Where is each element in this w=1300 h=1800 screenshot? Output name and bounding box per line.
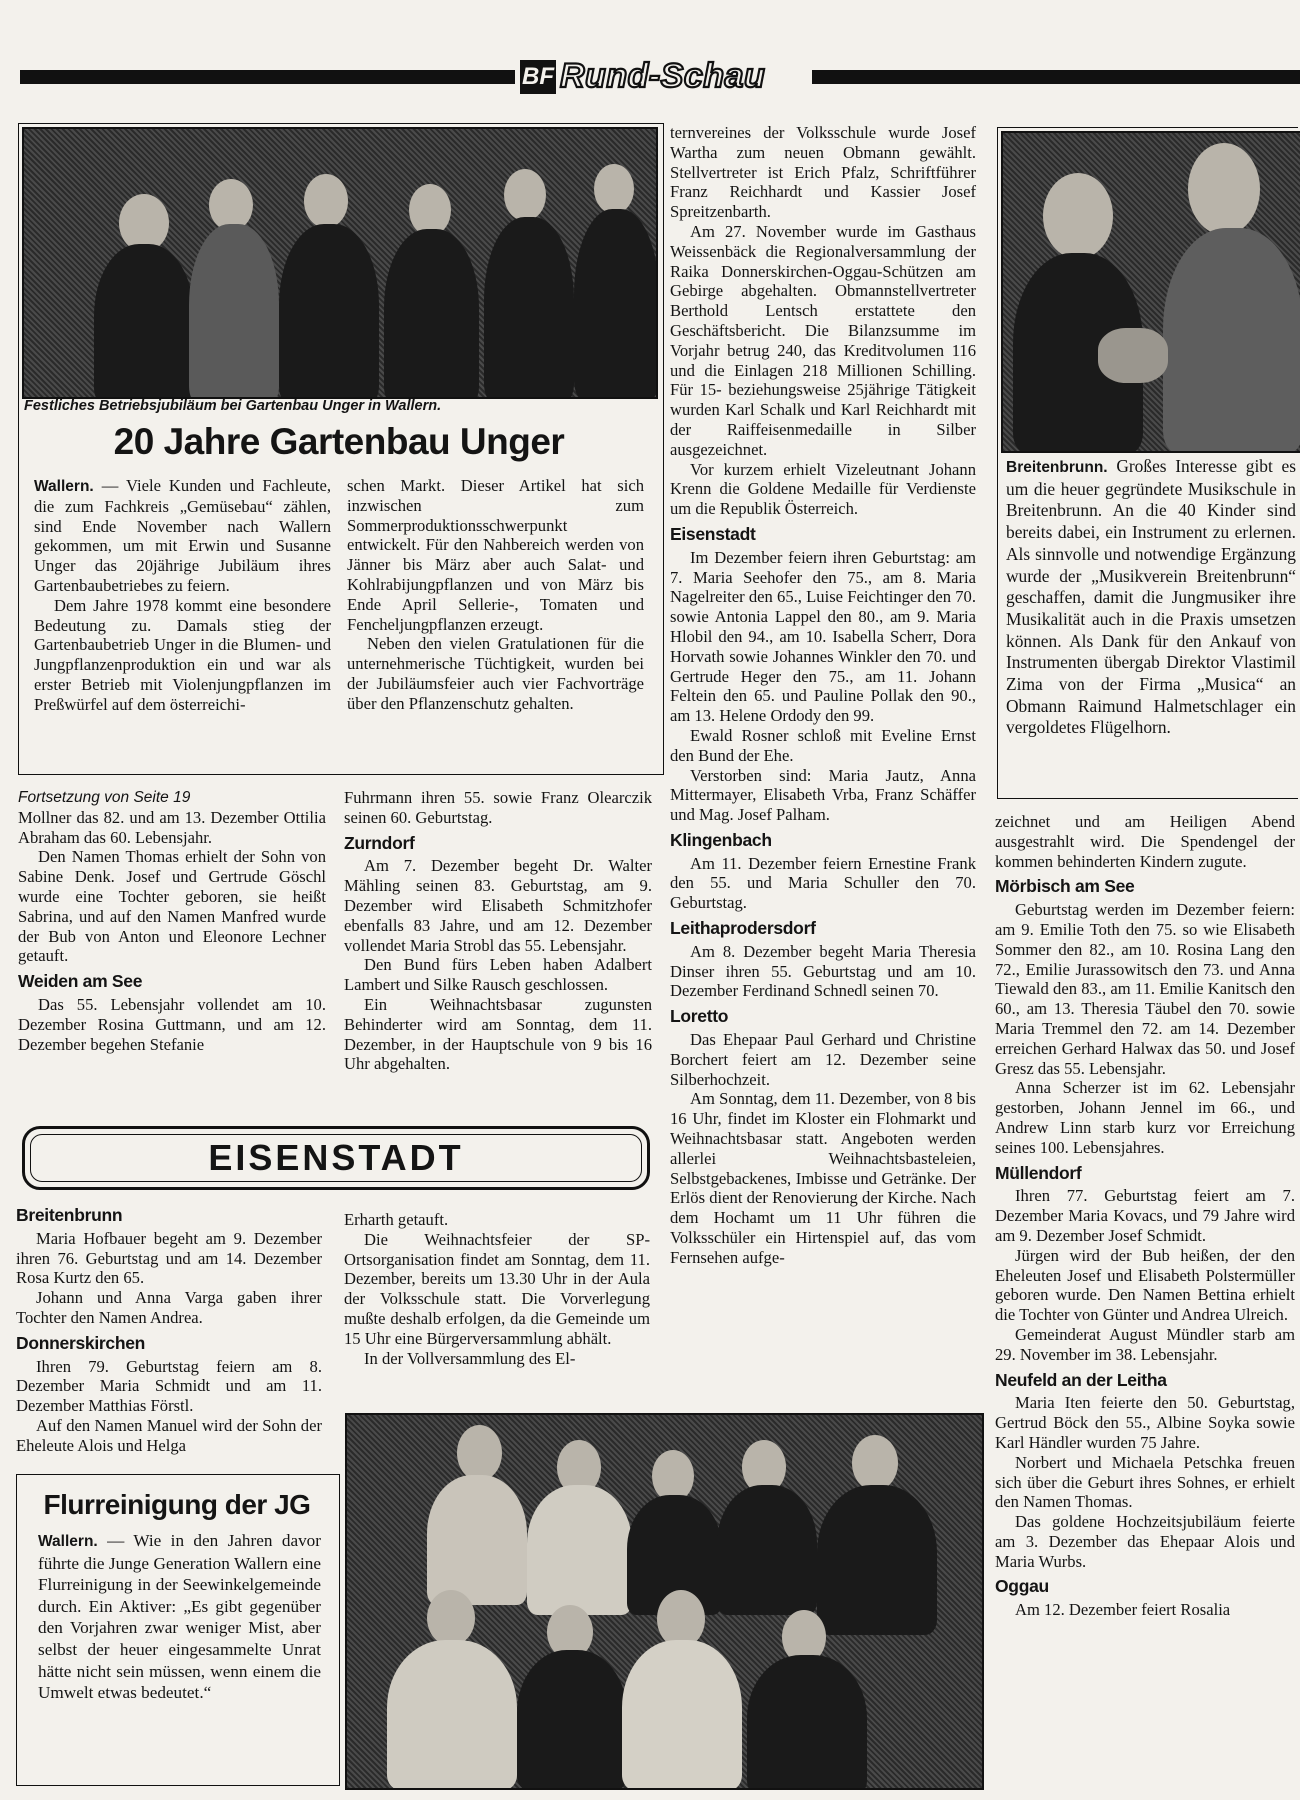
photo-figure [1188, 143, 1260, 235]
eisenstadt-p1: Im Dezember feiern ihren Geburtstag: am 7. Maria Seehofer den 75., am 8. Maria Nagelreiter den 65., Luise Feichtinger den 70. sowie Antonia Lappel den 80., am 9. Maria Hlobil den 94., am 10. Isabella Scherr, Dora Horvath sowie Johannes Winkler den 70. und Gertrude Heger den 75., am 11. Johann Feltein den 65. und Pauline Pollak den 90., am 13. Helene Ordody den 99. [670, 547, 976, 726]
eisenstadt-col1 [16, 1206, 322, 1456]
middle-p2: Am 27. November wurde im Gasthaus Weissenbäck die Regionalversammlung der Raika Donnerskirchen-Oggau-Schützen am Gebirge abgehalten. Obmannstellvertreter Berthold Lentsch erstattete den Geschäftsbericht. Die Bilanzsumme im Vorjahr betrug 240, das Kreditvolumen 116 und die Einlagen 218 Millionen Schilling. Für 15- beziehungsweise 25jährige Tätigkeit wurden Karl Schalk und Karl Reichhardt mit der Raiffeisenmedaille in Silber ausgezeichnet. [670, 221, 976, 459]
neufeld-p2: Norbert und Michaela Petschka freuen sich über die Geburt ihres Sohnes, er erhielt den Namen Thomas. [995, 1452, 1295, 1512]
photo-figure [384, 229, 479, 399]
zurndorf-p3: Ein Weihnachtsbasar zugunsten Behinderter wird am Sonntag, dem 11. Dezember, in der Hauptschule von 9 bis 16 Uhr abgehalten. [344, 994, 652, 1074]
middle-p1: ternvereines der Volksschule wurde Josef Wartha zum neuen Obmann gewählt. Stellvertreter ist Erich Pfalz, Schriftführer Franz Reichhardt und Kassier Josef Spreitzenbarth. [670, 123, 976, 222]
loretto-p1: Das Ehepaar Paul Gerhard und Christine Borchert feiert am 12. Dezember seine Silberhochzeit. [670, 1030, 976, 1089]
moerbisch-p1: Geburtstag werden im Dezember feiern: am 9. Emilie Toth den 75. so wie Elisabeth Sommer den 82., am 10. Rosina Lang den 72., Emilie Jurassowitsch den 73. und Anna Tiewald den 83., am 11. Emilie Kanitsch den 60., am 13. Theresia Täubel den 70. sowie Maria Tremmel den 72. am 14. Dezember erreichen Gerhard Halwax das 50. und Josef Gresz das 55. Lebensjahr. [995, 900, 1295, 1078]
photo-figure [387, 1640, 517, 1790]
eisenstadt-col2 [344, 1210, 650, 1368]
photo-figure [94, 244, 194, 399]
continuation-col2-p1: Fuhrmann ihren 55. sowie Franz Olearczik seinen 60. Geburtstag. [344, 788, 652, 827]
donnerskirchen-p2: Auf den Namen Manuel wird der Sohn der Eheleute Alois und Helga [16, 1415, 322, 1455]
breitenbrunn-photo [1001, 131, 1300, 453]
dateline: Wallern. [38, 1533, 98, 1550]
dateline: Wallern. [34, 478, 94, 495]
photo-figure [427, 1590, 475, 1646]
photo-figure [1163, 228, 1300, 453]
flurreinigung-headline: Flurreinigung der JG [43, 1489, 311, 1520]
zurndorf-p1: Am 7. Dezember begeht Dr. Walter Mähling seinen 83. Geburtstag, am 9. Dezember wird Elisabeth Schmitzhofer ebenfalls 83 Jahre, und am 12. Dezember vollendet Maria Strobl das 55. Lebensjahr. [344, 856, 652, 955]
moerbisch-p2: Anna Scherzer ist im 62. Lebensjahr gestorben, Johann Jennel im 66., und Andrew Linn starb kurz vor Erreichung seines 100. Lebensjahres. [995, 1078, 1295, 1157]
right-p1: zeichnet und am Heiligen Abend ausgestrahlt wird. Die Spendengel der kommen behinderten Kindern zugute. [995, 812, 1295, 871]
eisenstadt-col2-p2: Die Weihnachtsfeier der SP-Ortsorganisation findet am Sonntag, dem 11. Dezember, bereits um 13.30 Uhr in der Aula der Volksschule statt. Die Vorverlegung mußte deshalb erfolgen, da die Gemeinde um 15 Uhr eine Bürgerversammlung abhält. [344, 1229, 650, 1348]
photo-figure [527, 1485, 632, 1615]
breitenbrunn-photo-p1: Breitenbrunn. Großes Interesse gibt es um die heuer gegründete Musikschule in Breitenbrunn. An die 40 Kinder sind bereits dabei, ein Instrument zu erlernen. Als sinnvolle und notwendige Ergänzung wurde der „Musikverein Breitenbrunn“ geschaffen, damit die Jungmusiker ihre Musikalität auch in die Praxis umsetzen können. Als Dank für den Ankauf von Instrumenten übergab Direktor Vlastimil Zima von der Firma „Musica“ an Obmann Raimund Halmetschlager ein vergoldetes Flügelhorn. [1006, 456, 1296, 738]
muellendorf-p3: Gemeinderat August Mündler starb am 29. November im 38. Lebensjahr. [995, 1324, 1295, 1364]
eisenstadt-banner [22, 1126, 650, 1190]
photo-figure [504, 169, 546, 221]
photo-figure [427, 1475, 527, 1605]
breitenbrunn-photo-text [1006, 456, 1296, 739]
photo-figure [279, 224, 379, 399]
right-column [995, 812, 1295, 1620]
photo-figure [484, 217, 574, 399]
section-title: Rund-Schau [560, 57, 766, 95]
header-logo: BF [520, 60, 556, 94]
photo-figure [1043, 173, 1113, 259]
eisenstadt-col2-p3: In der Vollversammlung des El- [364, 1348, 576, 1368]
continuation-col1 [18, 788, 326, 1054]
zurndorf-heading: Zurndorf [344, 832, 415, 853]
moerbisch-heading: Mörbisch am See [995, 876, 1135, 897]
unger-col1-p1: Wallern. — Viele Kunden und Fachleute, die zum Fachkreis „Gemüsebau“ zählen, sind Ende November nach Wallern gekommen, um mit Erwin und Susanne Unger das 20jährige Jubiläum ihres Gartenbaubetriebes zu feiern. [34, 476, 331, 595]
unger-photo-caption: Festliches Betriebsjubiläum bei Gartenbau Unger in Wallern. [24, 398, 442, 414]
eisenstadt-p3: Verstorben sind: Maria Jautz, Anna Mittermayer, Elisabeth Vrba, Franz Schäffer und Mag. Josef Palham. [670, 765, 976, 825]
dateline: Breitenbrunn. [1006, 459, 1108, 476]
photo-figure [747, 1655, 867, 1790]
breitenbrunn-p2: Johann und Anna Varga gaben ihrer Tochter den Namen Andrea. [16, 1288, 322, 1327]
weiden-p1: Das 55. Lebensjahr vollendet am 10. Dezember Rosina Guttmann, und am 12. Dezember begehen Stefanie [18, 994, 326, 1054]
unger-col2-p1: schen Markt. Dieser Artikel hat sich inzwischen zum Sommerproduktionsschwerpunkt entwickelt. Für den Nahbereich werden von Jänner bis März aber auch Salat- und Kohlrabijungpflanzen und von März bis Ende April Sellerie-, Tomaten und Fencheljungpflanzen erzeugt. [347, 476, 644, 634]
photo-figure [717, 1485, 817, 1615]
photo-figure [817, 1485, 937, 1635]
loretto-heading: Loretto [670, 1006, 729, 1027]
donnerskirchen-heading: Donnerskirchen [16, 1332, 146, 1353]
neufeld-p1: Maria Iten feierte den 50. Geburtstag, Gertrud Böck den 55., Albine Soyka sowie Karl Händler wurden 75 Jahre. [995, 1393, 1295, 1452]
flurreinigung-text [38, 1530, 321, 1704]
flurreinigung-p1: Wallern. — Wie in den Jahren davor führte die Junge Generation Wallern eine Flurreinigung in der Seewinkelgemeinde durch. Ein Aktiver: „Es gibt gegenüber den Vorjahren zwar weniger Mist, aber selbst der heuer eingesammelte Unrat hätte nicht sein müssen, wenn einem die Umwelt etwas bedeutet.“ [38, 1531, 321, 1703]
middle-column [670, 123, 976, 1268]
oggau-p1: Am 12. Dezember feiert Rosalia [1015, 1600, 1231, 1620]
zurndorf-p2: Den Bund fürs Leben haben Adalbert Lambert und Silke Rausch geschlossen. [344, 955, 652, 995]
photo-figure [622, 1640, 742, 1790]
photo-figure [304, 174, 348, 228]
continuation-col1-p2: Den Namen Thomas erhielt der Sohn von Sabine Denk. Josef und Gertrude Göschl wurde eine Tochter geboren, sie heißt Sabrina, und auf den Namen Manfred wurde der Bub von Anton und Eleonore Lechner getauft. [18, 847, 326, 966]
muellendorf-p1: Ihren 77. Geburtstag feiert am 7. Dezember Maria Kovacs, und 79 Jahre wird am 9. Dezember Josef Schmidt. [995, 1186, 1295, 1245]
unger-col2 [347, 476, 644, 714]
flugelhorn-image [1098, 328, 1168, 383]
photo-figure [852, 1435, 898, 1491]
donnerskirchen-p1: Ihren 79. Geburtstag feiern am 8. Dezember Maria Schmidt und am 11. Dezember Matthias Förstl. [16, 1356, 322, 1416]
photo-figure [189, 224, 279, 399]
jg-group-photo [345, 1413, 984, 1790]
photo-figure [517, 1650, 627, 1790]
unger-col1-p2: Dem Jahre 1978 kommt eine besondere Bedeutung zu. Damals stieg der Gartenbaubetrieb Unger in die Blumen- und Jungpflanzenproduktion ein und war als erster Betrieb mit Violenjungpflanzen im Preßwürfel auf dem österreichi- [34, 595, 331, 714]
header-rule-right [812, 70, 1300, 84]
unger-headline: 20 Jahre Gartenbau Unger [113, 421, 565, 462]
leithaprodersdorf-p1: Am 8. Dezember begeht Maria Theresia Dinser ihren 55. Geburtstag und am 10. Dezember Ferdinand Schnedl seinen 70. [670, 941, 976, 1001]
klingenbach-p1: Am 11. Dezember feiern Ernestine Frank den 55. und Maria Schuller den 70. Geburtstag. [670, 853, 976, 913]
eisenstadt-col2-p1: Erharth getauft. [344, 1210, 449, 1229]
eisenstadt-banner-text: EISENSTADT [208, 1137, 464, 1178]
klingenbach-heading: Klingenbach [670, 829, 772, 850]
photo-figure [457, 1425, 502, 1481]
unger-col2-p2: Neben den vielen Gratulationen für die unternehmerische Tüchtigkeit, wurden bei der Jubiläumsfeier auch vier Fachvorträge über den Pflanzenschutz gehalten. [347, 634, 644, 713]
eisenstadt-p2: Ewald Rosner schloß mit Eveline Ernst den Bund der Ehe. [670, 725, 976, 765]
photo-figure [594, 164, 634, 214]
breitenbrunn-p1: Maria Hofbauer begeht am 9. Dezember ihren 76. Geburtstag und am 14. Dezember Rosa Kurtz den 65. [16, 1228, 322, 1288]
continuation-col1-p1: Mollner das 82. und am 13. Dezember Ottilia Abraham das 60. Lebensjahr. [18, 807, 326, 847]
photo-figure [574, 209, 658, 399]
neufeld-heading: Neufeld an der Leitha [995, 1369, 1167, 1390]
muellendorf-heading: Müllendorf [995, 1162, 1082, 1183]
continuation-label: Fortsetzung von Seite 19 [18, 789, 191, 806]
eisenstadt-heading: Eisenstadt [670, 523, 756, 544]
neufeld-p3: Das goldene Hochzeitsjubiläum feierte am 3. Dezember das Ehepaar Alois und Maria Wurbs. [995, 1512, 1295, 1571]
loretto-p2: Am Sonntag, dem 11. Dezember, von 8 bis 16 Uhr, findet im Kloster ein Flohmarkt und Weihnachtsbasar statt. Angeboten werden allerlei Weihnachtsbasteleien, Selbstgebackenes, Imbisse und Getränke. Der Erlös dient der Renovierung der Kirche. Nach dem Hochamt um 11 Uhr führen die Volksschüler ein Hirtenspiel auf, das vom Fernsehen aufge- [670, 1089, 976, 1267]
continuation-col2 [344, 788, 652, 1074]
middle-p3: Vor kurzem erhielt Vizeleutnant Johann Krenn die Goldene Medaille für Verdienste um die Republik Österreich. [670, 459, 976, 519]
breitenbrunn-heading: Breitenbrunn [16, 1205, 123, 1225]
unger-col1 [34, 476, 331, 715]
oggau-heading: Oggau [995, 1576, 1049, 1597]
unger-photo [22, 127, 658, 399]
muellendorf-p2: Jürgen wird der Bub heißen, der den Eheleuten Josef und Elisabeth Polstermüller geboren wurde. Den Namen Bettina erhielt die Tochter von Günter und Andrea Ulreich. [995, 1245, 1295, 1325]
header-rule-left [20, 70, 515, 84]
leithaprodersdorf-heading: Leithaprodersdorf [670, 918, 816, 939]
weiden-heading: Weiden am See [18, 971, 143, 992]
